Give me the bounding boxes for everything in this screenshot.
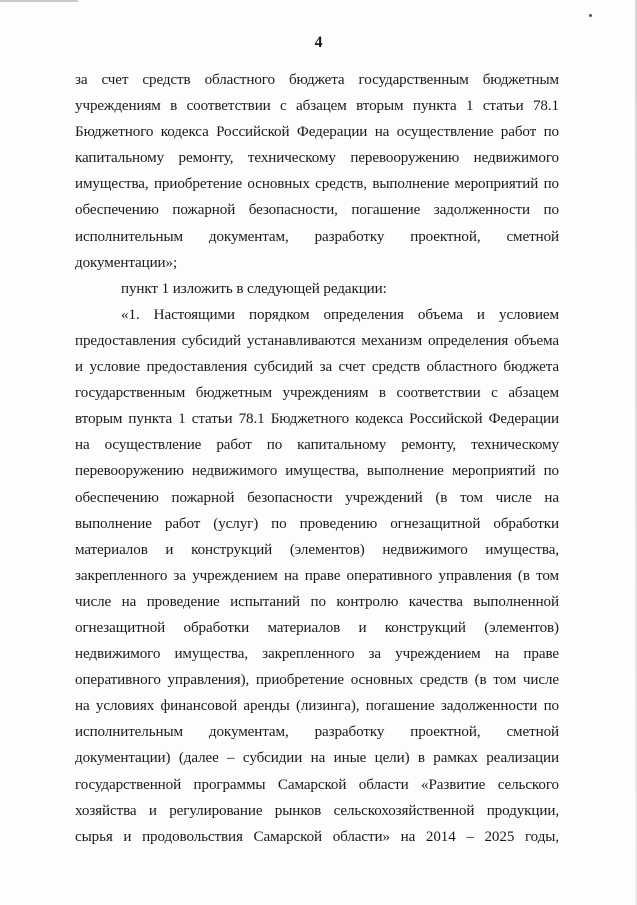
text-line: обеспечению пожарной безопасности учреждений (в том числе на (75, 489, 559, 506)
text-line: Бюджетного кодекса Российской Федерации на осуществление работ по (75, 124, 559, 141)
text-line: государственным бюджетным учреждениям в соответствии с абзацем (75, 385, 559, 402)
scan-edge-top (0, 0, 78, 2)
text-line: на условиях финансовой аренды (лизинга), погашение задолженности по (75, 698, 559, 715)
text-line: государственной программы Самарской области «Развитие сельского (75, 776, 559, 793)
text-line: за счет средств областного бюджета государственным бюджетным (75, 72, 559, 88)
text-line: на осуществление работ по капитальному ремонту, техническому (75, 437, 559, 454)
text-line: и условие предоставления субсидий за счет средств областного бюджета (75, 359, 559, 376)
document-body (75, 67, 559, 850)
text-line: огнезащитной обработки материалов и конструкций (элементов) (75, 619, 559, 636)
text-line: оперативного управления), приобретение основных средств (в том числе (75, 672, 559, 689)
text-line: выполнение работ (услуг) по проведению огнезащитной обработки (75, 515, 559, 532)
text-line: закрепленного за учреждением на праве оперативного управления (в том (75, 567, 559, 584)
text-line: исполнительным документам, разработку проектной, сметной (75, 228, 559, 245)
text-line: перевооружению недвижимого имущества, выполнение мероприятий по (75, 463, 559, 480)
text-line: обеспечению пожарной безопасности, погашение задолженности по (75, 202, 559, 219)
scan-speck (589, 14, 592, 17)
text-line: исполнительным документам, разработку проектной, сметной (75, 724, 559, 741)
page-number: 4 (314, 34, 323, 51)
text-line: вторым пункта 1 статьи 78.1 Бюджетного кодекса Российской Федерации (75, 411, 559, 428)
text-line: числе на проведение испытаний по контролю качества выполненной (75, 593, 559, 610)
text-line: имущества, приобретение основных средств, выполнение мероприятий по (75, 176, 559, 193)
text-line: «1. Настоящими порядком определения объема и условием (121, 306, 559, 323)
text-line: пункт 1 изложить в следующей редакции: (121, 280, 387, 297)
text-line: документации»; (75, 254, 178, 271)
text-line: сырья и продовольствия Самарской области» на 2014 – 2025 годы, (75, 828, 559, 845)
text-line: документации) (далее – субсидии на иные цели) в рамках реализации (75, 750, 559, 767)
text-line: предоставления субсидий устанавливаются механизм определения объема (75, 332, 559, 349)
text-line: недвижимого имущества, закрепленного за учреждением на праве (75, 646, 559, 663)
text-line: хозяйства и регулирование рынков сельскохозяйственной продукции, (75, 802, 559, 819)
text-line: материалов и конструкций (элементов) недвижимого имущества, (75, 541, 559, 558)
text-line: учреждениям в соответствии с абзацем вторым пункта 1 статьи 78.1 (75, 98, 559, 115)
text-line: капитальному ремонту, техническому перевооружению недвижимого (75, 150, 559, 167)
